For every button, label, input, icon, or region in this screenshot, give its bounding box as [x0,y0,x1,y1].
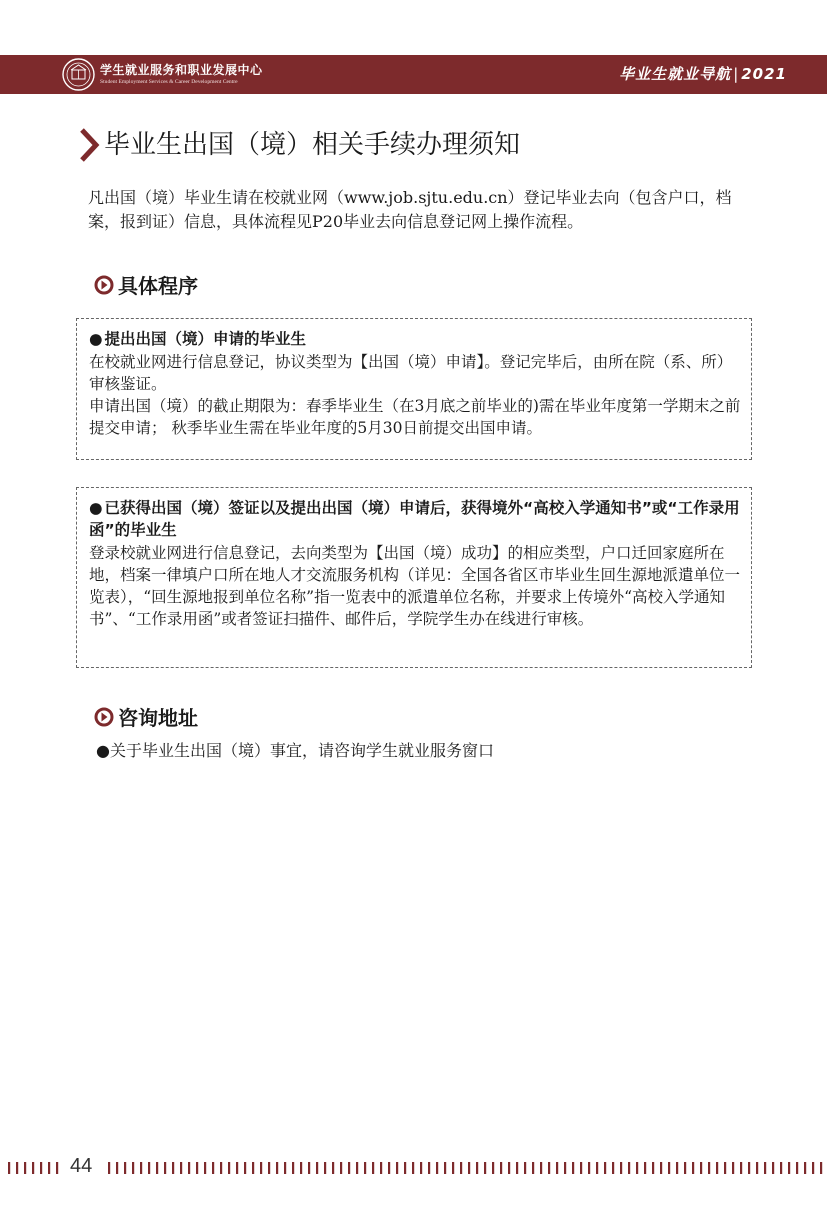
footer-tick [340,1162,342,1174]
footer-tick [236,1162,238,1174]
footer-tick [724,1162,726,1174]
footer-tick [132,1162,134,1174]
footer-tick [204,1162,206,1174]
footer-tick [260,1162,262,1174]
intro-paragraph: 凡出国（境）毕业生请在校就业网（www.job.sjtu.edu.cn）登记毕业去向（包含户口，档案，报到证）信息，具体流程见P20毕业去向信息登记网上操作流程。 [88,188,732,231]
footer-tick [612,1162,614,1174]
footer-tick [228,1162,230,1174]
footer-tick [644,1162,646,1174]
bullet: ● [89,499,103,517]
footer-tick [124,1162,126,1174]
footer-tick [748,1162,750,1174]
footer-tick [172,1162,174,1174]
footer-tick [564,1162,566,1174]
page-number: 44 [70,1155,93,1177]
footer-tick-bar [0,1154,827,1184]
footer-tick [300,1162,302,1174]
footer-tick [356,1162,358,1174]
footer-tick [412,1162,414,1174]
footer-tick [292,1162,294,1174]
footer-tick [756,1162,758,1174]
footer-tick [820,1162,822,1174]
university-seal-icon [62,58,95,91]
footer-tick [708,1162,710,1174]
footer-tick [668,1162,670,1174]
footer-tick [32,1162,34,1174]
section-heading-text: 具体程序 [118,274,198,298]
footer-tick [572,1162,574,1174]
footer-tick [524,1162,526,1174]
footer-tick [492,1162,494,1174]
footer-tick [476,1162,478,1174]
footer-tick [420,1162,422,1174]
footer-tick [268,1162,270,1174]
footer-tick [396,1162,398,1174]
footer-tick [444,1162,446,1174]
footer-tick [24,1162,26,1174]
footer-tick [692,1162,694,1174]
footer-tick [164,1162,166,1174]
footer-tick [684,1162,686,1174]
footer-tick [108,1162,110,1174]
procedure-box-apply [76,318,752,460]
footer-tick [436,1162,438,1174]
bullet: ● [89,330,103,348]
footer-tick [628,1162,630,1174]
footer-tick [732,1162,734,1174]
footer-tick [252,1162,254,1174]
footer-tick [540,1162,542,1174]
footer-tick [740,1162,742,1174]
box-paragraph: 登录校就业网进行信息登记，去向类型为【出国（境）成功】的相应类型，户口迁回家庭所在地，档案一律填户口所在地人才交流服务机构（详见：全国各省区市毕业生回生源地派遣单位一览表），“回生源地报到单位名称”指一览表中的派遣单位名称，并要求上传境外“高校入学通知书”、“工作录用函”或者签证扫描件、邮件后，学院学生办在线进行审核。 [89,544,741,628]
footer-tick [372,1162,374,1174]
footer-tick [8,1162,10,1174]
footer-tick [788,1162,790,1174]
footer-tick [404,1162,406,1174]
footer-tick [348,1162,350,1174]
section-heading-consult [94,702,198,731]
footer-tick [244,1162,246,1174]
org-name-en: Student Employment Services & Career Development Centre [100,79,238,85]
circle-play-icon [94,707,114,727]
box-title-text: 提出出国（境）申请的毕业生 [104,330,307,348]
footer-tick [620,1162,622,1174]
footer-tick [796,1162,798,1174]
section-heading-procedure [94,270,198,299]
footer-tick [364,1162,366,1174]
footer-tick [308,1162,310,1174]
footer-tick [196,1162,198,1174]
footer-tick [180,1162,182,1174]
section-heading-text: 咨询地址 [118,706,198,730]
footer-tick [468,1162,470,1174]
box-paragraph: 申请出国（境）的截止期限为：春季毕业生（在3月底之前毕业的)需在毕业年度第一学期末之前提交申请； 秋季毕业生需在毕业年度的5月30日前提交出国申请。 [89,397,741,437]
guide-year: 2021 [741,65,787,83]
footer-tick [596,1162,598,1174]
header-bar [0,55,827,94]
footer-tick [40,1162,42,1174]
footer-tick [812,1162,814,1174]
footer-tick [48,1162,50,1174]
footer-tick [316,1162,318,1174]
footer-tick [580,1162,582,1174]
footer-tick [804,1162,806,1174]
footer-tick [676,1162,678,1174]
footer-tick [284,1162,286,1174]
title-separator: | [733,65,740,83]
footer-tick [276,1162,278,1174]
footer-tick [332,1162,334,1174]
footer-tick [16,1162,18,1174]
footer-tick [220,1162,222,1174]
box-paragraph: 在校就业网进行信息登记，协议类型为【出国（境）申请】。登记完毕后，由所在院（系、所）审核鉴证。 [89,353,733,393]
footer-tick [148,1162,150,1174]
footer-tick [188,1162,190,1174]
footer-tick [156,1162,158,1174]
footer-tick [652,1162,654,1174]
box-title [89,497,745,541]
footer-tick [700,1162,702,1174]
footer-tick [324,1162,326,1174]
footer-tick [660,1162,662,1174]
footer-tick [460,1162,462,1174]
footer-tick [764,1162,766,1174]
footer-tick [56,1162,58,1174]
footer-tick [428,1162,430,1174]
footer-tick [500,1162,502,1174]
box-title-text: 已获得出国（境）签证以及提出出国（境）申请后，获得境外“高校入学通知书”或“工作录用函”的毕业生 [89,499,740,539]
footer-tick [780,1162,782,1174]
footer-tick [556,1162,558,1174]
footer-tick [140,1162,142,1174]
guide-title-text: 毕业生就业导航 [619,65,732,83]
footer-tick [484,1162,486,1174]
chevron-right-icon [80,128,100,162]
footer-tick [516,1162,518,1174]
footer-tick [380,1162,382,1174]
footer-tick [604,1162,606,1174]
org-name-cn: 学生就业服务和职业发展中心 [100,63,263,77]
guide-title [619,63,787,84]
consult-item: ●关于毕业生出国（境）事宜，请咨询学生就业服务窗口 [96,741,494,760]
footer-tick [212,1162,214,1174]
box-title [89,328,745,350]
footer-tick [772,1162,774,1174]
footer-tick [116,1162,118,1174]
footer-tick [716,1162,718,1174]
footer-tick [388,1162,390,1174]
procedure-box-success [76,487,752,668]
footer-tick [532,1162,534,1174]
footer-tick [588,1162,590,1174]
footer-tick [508,1162,510,1174]
footer-tick [452,1162,454,1174]
footer-tick [636,1162,638,1174]
page-title: 毕业生出国（境）相关手续办理须知 [104,130,521,160]
footer-tick [548,1162,550,1174]
circle-play-icon [94,275,114,295]
